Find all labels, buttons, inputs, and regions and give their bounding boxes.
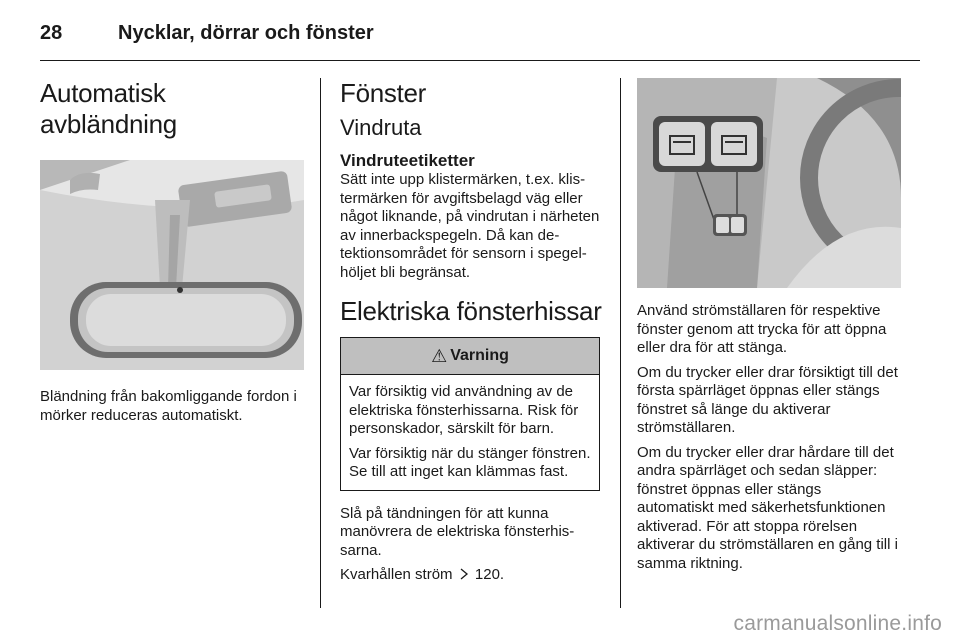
section-heading-auto-dimming: Automatisk avbländning xyxy=(40,78,177,139)
rearview-mirror-image xyxy=(40,160,304,370)
page-header xyxy=(40,18,920,61)
window-switch-illustration xyxy=(637,78,901,288)
column-right xyxy=(637,78,901,573)
retained-power-page-ref[interactable]: 120. xyxy=(474,566,505,583)
windscreen-sticker-text: Sätt inte upp klistermärken, t.ex. klistermärken för avgiftsbelagd väg eller något liknande, på vindrutan i närheten av innerbackspegeln. Då kan detektionsområdet för sensorn i spegelhöljet bli begränsat. xyxy=(340,171,600,281)
running-title: Nycklar, dörrar och fönster xyxy=(118,22,374,44)
column-divider-2 xyxy=(620,78,621,608)
first-detent-text: Om du trycker eller drar försiktigt till det första spärrläget öppnas eller stängs fönstret så länge du aktiverar strömställaren. xyxy=(637,363,898,436)
second-detent-text: Om du trycker eller drar hårdare till det andra spärrläget och sedan släpper: fönstret öppnas eller stängs automatiskt med säkerhetsfunktionen aktiverad. För att stoppa rörelsen aktiverar du strömställaren en gång till i samma riktning. xyxy=(637,443,898,572)
watermark: carmanualsonline.info xyxy=(733,612,942,635)
warning-box xyxy=(340,337,600,491)
section-heading-windows: Fönster xyxy=(340,78,427,108)
mirror-illustration xyxy=(40,160,304,370)
subsubheading-windscreen-stickers: Vindruteetiketter xyxy=(340,151,475,170)
subheading-windscreen: Vindruta xyxy=(340,115,422,140)
warning-header xyxy=(341,338,599,375)
switch-usage-text: Använd strömställaren för respektive fönster genom att trycka för att öppna eller dra för att stänga. xyxy=(637,302,887,356)
retained-power-label: Kvarhållen ström xyxy=(340,566,453,583)
warning-body xyxy=(341,375,599,490)
column-middle xyxy=(340,78,602,585)
column-divider-1 xyxy=(320,78,321,608)
arrow-ref-icon xyxy=(459,568,469,580)
ignition-text: Slå på tändningen för att kunna manövrera de elektriska fönsterhissarna. xyxy=(340,504,575,559)
page-number: 28 xyxy=(40,22,63,44)
window-switch-image xyxy=(637,78,901,288)
warning-paragraph: Var försiktig när du stänger fönstren. Se till att inget kan klämmas fast. xyxy=(349,444,591,480)
retained-power-text xyxy=(340,566,602,585)
warning-triangle-icon: ⚠ xyxy=(431,345,448,366)
warning-title: Varning xyxy=(450,347,509,364)
auto-dimming-caption: Bländning från bakomliggande fordon i mörker reduceras automatiskt. xyxy=(40,388,297,424)
warning-paragraph: Var försiktig vid användning av de elektriska fönsterhissarna. Risk för personskador, särskilt för barn. xyxy=(349,383,579,437)
section-heading-power-windows: Elektriska fönsterhissar xyxy=(340,296,602,326)
column-left xyxy=(40,78,304,425)
